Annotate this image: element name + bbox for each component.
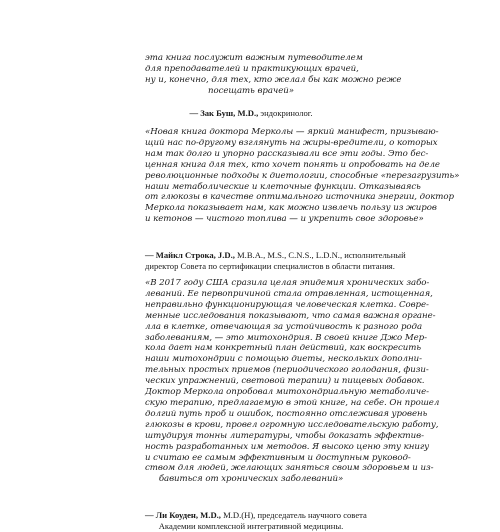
quote-line: бавиться от хронических заболеваний» (158, 474, 344, 485)
author-role: эндокринолог. (258, 108, 313, 118)
quote-line: неправильно функционирующая человеческая клетка. Совре- (145, 299, 429, 310)
quote-line: ством для людей, желающих заняться своим здоровьем и из- (145, 463, 434, 474)
quote-line: посещать врачей» (208, 85, 294, 96)
quote-line: заболеваниям, — это митохондрия. В своей книге Джо Мер- (145, 332, 427, 343)
quote-line: «Новая книга доктора Мерколы — яркий манифест, призываю- (145, 127, 439, 137)
quote-attribution (145, 250, 406, 272)
quote-line: менные исследования показывают, что самая важная органе- (145, 310, 436, 321)
quote-line: лла в клетке, отвечающая за устойчивость к разного рода (145, 321, 423, 332)
quote-line: ность разработанных им методов. Я высоко ценю эту книгу (145, 441, 430, 452)
quote-attribution (145, 108, 357, 119)
author-role: M.B.A., M.S., C.N.S., L.D.N., исполнительный (234, 250, 406, 260)
quote-line: ческих упражнений, световой терапии) и пищевых добавок. (145, 376, 425, 387)
quote-line: наши митохондрии с помощью диеты, нескольких дополни- (145, 354, 422, 365)
quote-line: Доктор Меркола опробовал митохондриальную метаболиче- (145, 387, 429, 398)
quote-line: революционные подходы к диетологии, способные «перезагрузить» (145, 170, 460, 181)
quote-line: «В 2017 году США сразила целая эпидемия хронических забо- (145, 278, 430, 288)
quote-attribution (145, 510, 367, 532)
attribution-line: Академии комплексной интегративной медицины. (158, 520, 344, 531)
author-role: M.D.(H), председатель научного совета (220, 510, 367, 520)
quote-line: Меркола показывает нам, как можно извлечь пользу из жиров (145, 203, 437, 214)
quote-line: наши метаболические и клеточные функции. Отказываясь (145, 181, 421, 192)
quote-line: штудируя тонны литературы, чтобы доказать эффектив- (145, 430, 424, 441)
quote-line: эта книга послужит важным путеводителем (145, 53, 363, 63)
author-name: — Зак Буш, M.D., (189, 108, 259, 118)
attribution-line: директор Совета по сертификации специалистов в области питания. (145, 260, 395, 271)
quote-line: от глюкозы в качестве оптимального источника энергии, доктор (145, 192, 454, 203)
quote-line: скую терапию, предлагаемую в этой книге, на себе. Он прошел (145, 397, 440, 408)
testimonial-quote (145, 127, 460, 225)
quote-line: нам так долго и упорно рассказывали все эти годы. Это бес- (145, 148, 429, 159)
quote-line: долгий путь проб и ошибок, постоянно отслеживая уровень (145, 408, 428, 419)
quote-continuation (145, 53, 402, 97)
attribution-line (145, 250, 406, 261)
quote-line: и считаю ее самым эффективным и доступным руковод- (145, 452, 411, 463)
quote-line: тельных простых приемов (периодического голодания, физи- (145, 365, 429, 376)
quote-line: кола дает нам конкретный план действий, как воскресить (145, 343, 421, 354)
quote-line: ну и, конечно, для тех, кто желал бы как можно реже (145, 74, 402, 85)
quote-line: и кетонов — чистого топлива — и укрепить свое здоровье» (145, 214, 424, 225)
author-name: — Ли Коуден, M.D., (145, 510, 221, 520)
testimonial-quote (145, 278, 440, 485)
quote-line: леваний. Ее первопричиной стала отравленная, истощенная, (145, 288, 433, 299)
quote-line: для преподавателей и практикующих врачей, (145, 63, 359, 74)
quote-line: щий нас по-другому взглянуть на жиры-вредители, о которых (145, 137, 438, 148)
quote-line: глюкозы в крови, провел огромную исследовательскую работу, (145, 419, 439, 430)
author-name: — Майкл Строка, J.D., (145, 250, 235, 260)
quote-line: ценная книга для тех, кто хочет понять и опробовать на деле (145, 159, 440, 170)
attribution-line (145, 510, 367, 521)
